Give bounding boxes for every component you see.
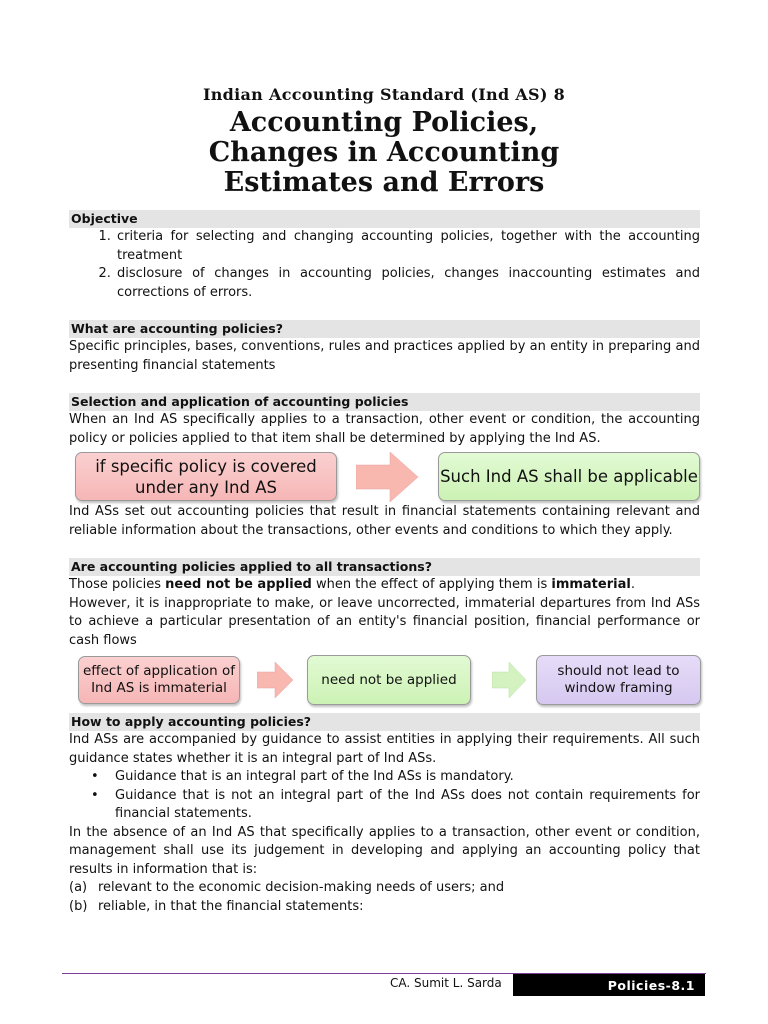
flow-box-need-not-be-applied: need not be applied — [307, 655, 471, 705]
section-heading-objective: Objective — [69, 210, 700, 228]
bullet-item-1: • Guidance that is an integral part of the Ind ASs is mandatory. — [115, 768, 700, 787]
section-heading-how-apply: How to apply accounting policies? — [69, 713, 700, 731]
bullet-item-2: • Guidance that is not an integral part of the Ind ASs does not contain requirements for financial statements. — [115, 787, 700, 824]
objective-list — [69, 228, 700, 302]
selection-flow-diagram — [69, 451, 700, 503]
title-line-2: Changes in Accounting — [208, 137, 560, 168]
standard-subtitle: Indian Accounting Standard (Ind AS) 8 — [202, 85, 566, 104]
flow-box-policy-covered: if specific policy is covered under any Ind AS — [75, 452, 337, 501]
footer-page-number: Policies-8.1 — [513, 974, 705, 996]
what-are-text: Specific principles, bases, conventions, rules and practices applied by an entity in preparing and presenting financial statements — [69, 339, 700, 373]
title-block — [0, 84, 768, 198]
right-arrow-icon — [492, 662, 526, 698]
title-line-3: Estimates and Errors — [223, 167, 545, 198]
section-heading-applied-all: Are accounting policies applied to all transactions? — [69, 558, 700, 576]
page-title — [0, 108, 768, 198]
flow-box-immaterial-effect: effect of application of Ind AS is immaterial — [78, 656, 240, 704]
objective-item-1: 1. criteria for selecting and changing accounting policies, together with the accounting treatment — [115, 228, 700, 265]
selection-text-2: Ind ASs set out accounting policies that result in financial statements containing relevant and reliable information about the transactions, other events and conditions to which they apply. — [69, 504, 700, 538]
title-line-1: Accounting Policies, — [229, 107, 539, 138]
objective-item-2: 2. disclosure of changes in accounting policies, changes inaccounting estimates and corrections of errors. — [115, 265, 700, 302]
flow-box-ind-as-applicable: Such Ind AS shall be applicable — [438, 452, 700, 501]
immaterial-flow-diagram — [69, 653, 700, 713]
footer-author: CA. Sumit L. Sarda — [390, 976, 502, 990]
right-arrow-icon — [356, 452, 418, 502]
section-heading-selection: Selection and application of accounting policies — [69, 393, 700, 411]
guidance-bullet-list — [69, 768, 700, 824]
selection-text: When an Ind AS specifically applies to a transaction, other event or condition, the accounting policy or policies applied to that item shall be determined by applying the Ind AS. — [69, 412, 700, 446]
right-arrow-icon — [257, 662, 293, 698]
criteria-item-a: (a) relevant to the economic decision-making needs of users; and — [69, 880, 505, 895]
applied-all-text-2: However, it is inappropriate to make, or leave uncorrected, immaterial departures from Ind ASs to achieve a particular presentation of an entity's financial position, financial performance or cash flows — [69, 595, 700, 648]
how-apply-text: Ind ASs are accompanied by guidance to assist entities in applying their requirements. All such guidance states whether it is an integral part of Ind ASs. — [69, 732, 700, 766]
criteria-item-b: (b) reliable, in that the financial statements: — [69, 898, 364, 914]
how-apply-text-2: In the absence of an Ind AS that specifically applies to a transaction, other event or condition, management shall use its judgement in developing and applying an accounting policy that results in information that is: — [69, 824, 700, 877]
flow-box-window-framing: should not lead to window framing — [536, 655, 701, 705]
content — [69, 210, 700, 916]
applied-all-text: Those policies need not be applied when the effect of applying them is immaterial. — [69, 577, 635, 592]
criteria-list — [69, 879, 700, 916]
section-heading-what-are: What are accounting policies? — [69, 320, 700, 338]
